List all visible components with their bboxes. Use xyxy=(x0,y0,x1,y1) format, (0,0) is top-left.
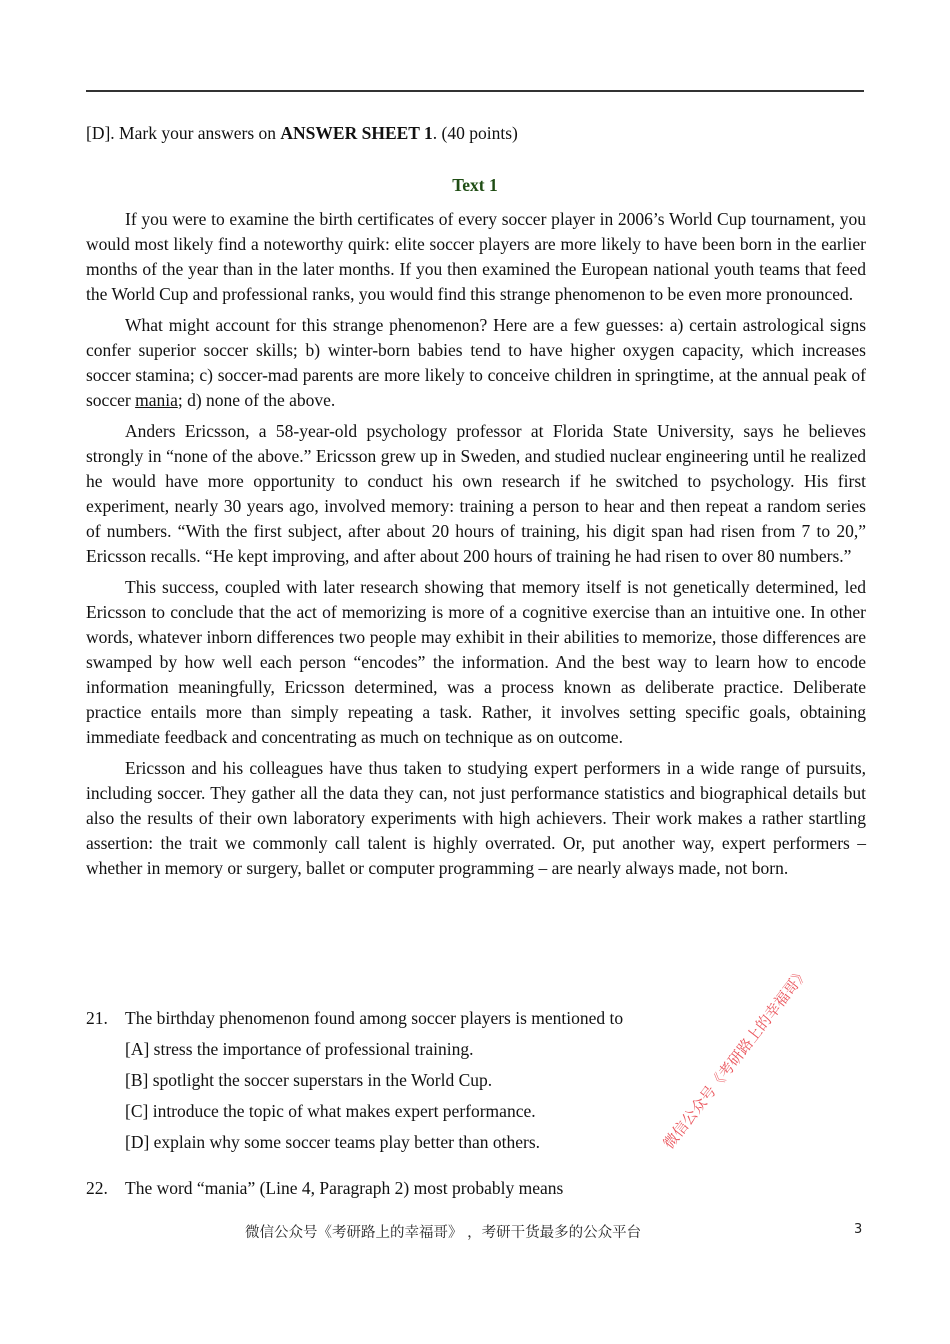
passage-paragraph-2 xyxy=(86,313,866,413)
question-list xyxy=(86,1005,686,1221)
instruction-suffix: . (40 points) xyxy=(432,123,518,143)
question-stem xyxy=(86,1175,686,1201)
question-22 xyxy=(86,1175,686,1201)
question-21 xyxy=(86,1005,686,1155)
passage xyxy=(86,207,866,887)
passage-paragraph-3: Anders Ericsson, a 58-year-old psychology professor at Florida State University, says he believes strongly in “none of the above.” Ericsson grew up in Sweden, and studied nuclear engineering until he realized he would have more opportunity to conduct his own research if he switched to psychology. His first experiment, nearly 30 years ago, involved memory: training a person to hear and then repeat a random series of numbers. “With the first subject, after about 20 hours of training, his digit span had risen from 7 to 20,” Ericsson recalls. “He kept improving, and after about 200 hours of training he had risen to over 80 numbers.” xyxy=(86,421,866,566)
passage-paragraph-5: Ericsson and his colleagues have thus taken to studying expert performers in a wide range of pursuits, including soccer. They gather all the data they can, not just performance statistics and biographical details but also the results of their own laboratory experiments with high achievers. Their work makes a rather startling assertion: the trait we commonly call talent is highly overrated. Or, put another way, expert performers – whether in memory or surgery, ballet or computer programming – are nearly always made, not born. xyxy=(86,758,866,878)
paragraph-2-before: What might account for this strange phenomenon? Here are a few guesses: a) certain astrological signs confer superior soccer skills; b) winter-born babies tend to have higher oxygen capacity, which increases soccer stamina; c) soccer-mad parents are more likely to conceive children in springtime, at the annual peak of soccer xyxy=(86,315,866,410)
passage-paragraph-4: This success, coupled with later research showing that memory itself is not genetically determined, led Ericsson to conclude that the act of memorizing is more of a cognitive exercise than an intuitive one. In other words, whatever inborn differences two people may exhibit in their abilities to memorize, those differences are swamped by how well each person “encodes” the information. And the best way to learn how to encode information meaningfully, Ericsson determined, was a process known as deliberate practice. Deliberate practice entails more than simply repeating a task. Rather, it involves setting specific goals, obtaining immediate feedback and concentrating as much on technique as on outcome. xyxy=(86,577,866,747)
option-a: [A] stress the importance of professional training. xyxy=(125,1039,474,1059)
question-stem xyxy=(86,1005,686,1031)
page-number: 3 xyxy=(854,1222,863,1237)
question-number: 22. xyxy=(86,1178,108,1198)
option-b: [B] spotlight the soccer superstars in the World Cup. xyxy=(125,1070,493,1090)
question-text: The birthday phenomenon found among soccer players is mentioned to xyxy=(125,1008,624,1028)
question-text: The word “mania” (Line 4, Paragraph 2) most probably means xyxy=(125,1178,564,1198)
instruction-line xyxy=(86,122,518,144)
paragraph-2-after: ; d) none of the above. xyxy=(177,390,336,410)
instruction-bold: ANSWER SHEET 1 xyxy=(280,123,433,143)
option-d: [D] explain why some soccer teams play better than others. xyxy=(125,1132,541,1152)
option-c: [C] introduce the topic of what makes expert performance. xyxy=(125,1101,536,1121)
watermark-stamp: 微信公众号《考研路上的幸福哥》 xyxy=(659,963,813,1153)
instruction-prefix: [D]. Mark your answers on xyxy=(86,123,281,143)
footer-text: 微信公众号《考研路上的幸福哥》 ，考研干货最多的公众平台 xyxy=(245,1225,642,1241)
header-rule xyxy=(86,90,864,92)
question-number: 21. xyxy=(86,1008,108,1028)
passage-paragraph-1: If you were to examine the birth certificates of every soccer player in 2006’s World Cup tournament, you would most likely find a noteworthy quirk: elite soccer players are more likely to have been born in the earlier months of the year than in the later months. If you then examined the European national youth teams that feed the World Cup and professional ranks, you would find this strange phenomenon to be even more pronounced. xyxy=(86,209,866,304)
option-list xyxy=(86,1036,686,1155)
section-title: Text 1 xyxy=(452,175,498,195)
underlined-word-mania: mania xyxy=(135,390,178,410)
